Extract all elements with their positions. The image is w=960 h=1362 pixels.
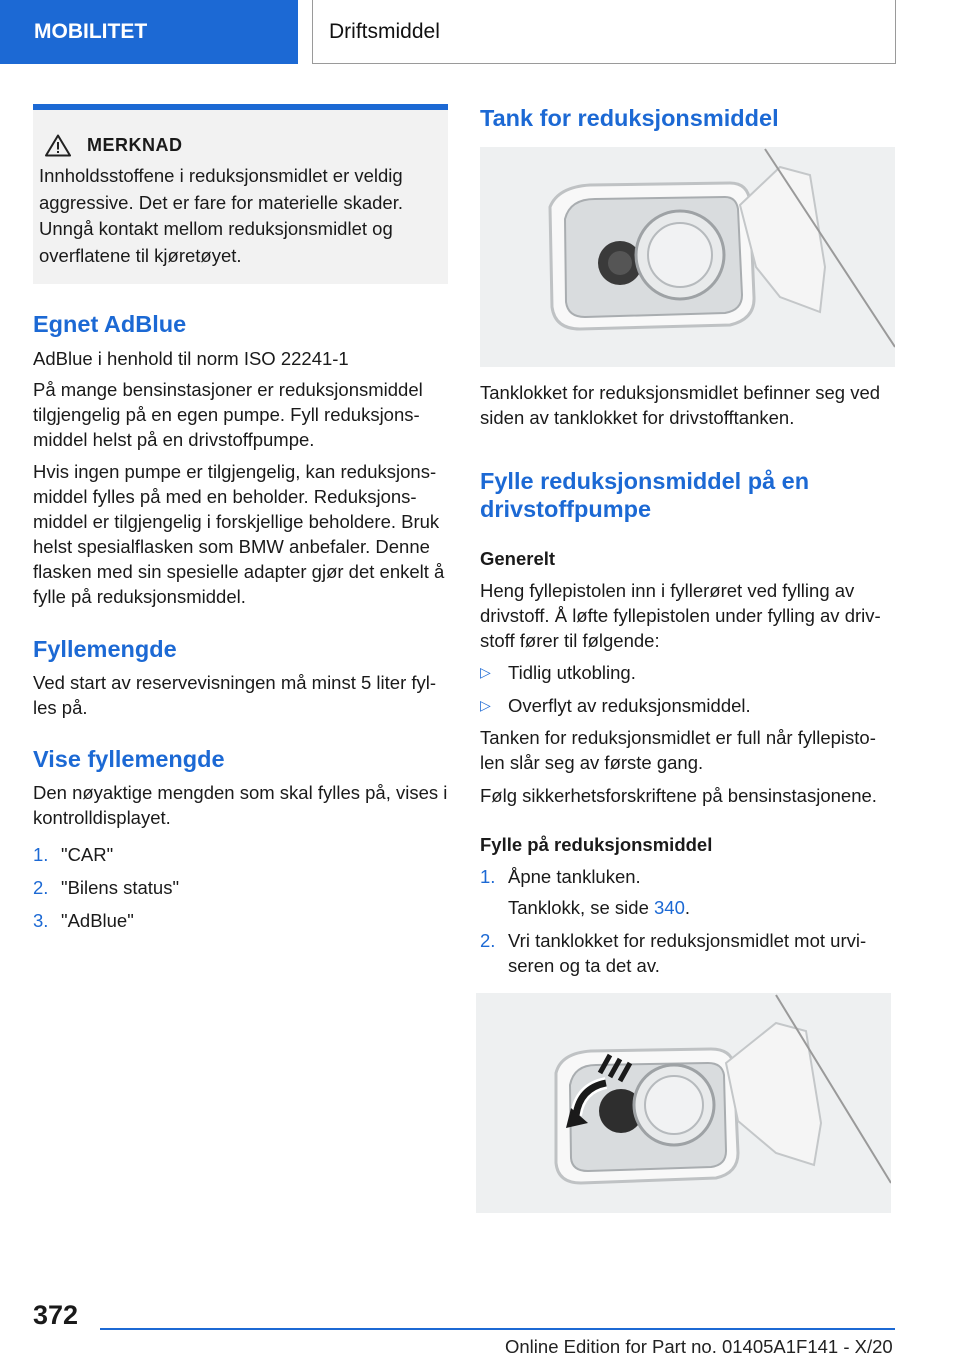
bullet-text: Tidlig utkobling.	[508, 662, 636, 683]
fyllemengde-p1: Ved start av reservevisningen må minst 5 liter fyl-les på.	[33, 672, 437, 718]
egnet-p3: Hvis ingen pumpe er tilgjengelig, kan reduksjons-middel fylles på med en beholder. Reduksjons-middel er tilgjengelig i forskjellige beholdere. Bruk helst spesialflasken som BMW anbefaler. Denne flasken med sin spesielle adapter gjør det enkelt å fylle på reduksjonsmiddel.	[33, 461, 445, 607]
step-number: 1.	[33, 844, 49, 865]
step-number: 2.	[33, 877, 49, 898]
step-number: 1.	[480, 866, 496, 887]
heading-fyllemengde: Fyllemengde	[33, 636, 177, 662]
safety-text: Følg sikkerhetsforskriftene på bensinstasjonene.	[480, 785, 877, 806]
step-text: "AdBlue"	[61, 910, 134, 931]
page-number: 372	[33, 1300, 79, 1330]
generelt-text: Heng fyllepistolen inn i fyllerøret ved fylling av drivstoff. Å løfte fyllepistolen under fylling av driv-stoff fører til følgende:	[480, 580, 881, 651]
step-number: 2.	[480, 930, 496, 951]
step-subtext: Tanklokk, se side	[508, 897, 649, 918]
procedure-steps-list	[480, 864, 895, 978]
list-item	[33, 842, 448, 867]
subheading-generelt: Generelt	[480, 548, 556, 569]
edition-text: Online Edition for Part no. 01405A1F141 - X/20	[505, 1336, 893, 1357]
heading-fylle: Fylle reduksjonsmiddel på en drivstoffpumpe	[480, 468, 810, 522]
egnet-p2: På mange bensinstasjoner er reduksjonsmiddel tilgjengelig på en egen pumpe. Fyll reduksjons-middel helst på en drivstoffpumpe.	[33, 379, 423, 450]
bullet-text: Overflyt av reduksjonsmiddel.	[508, 695, 751, 716]
notice-box	[33, 104, 448, 284]
vise-steps-list	[33, 842, 448, 933]
step-text: Vri tanklokket for reduksjonsmidlet mot urvi-seren og ta det av.	[508, 930, 867, 976]
step-subtext-end: .	[684, 897, 691, 918]
egnet-p1: AdBlue i henhold til norm ISO 22241-1	[33, 348, 349, 369]
tank-cap-illustration	[480, 147, 895, 367]
triangle-bullet-icon: ▷	[480, 697, 491, 713]
notice-title: MERKNAD	[87, 135, 183, 155]
notice-text: Innholdsstoffene i reduksjonsmidlet er veldig aggressive. Det er fare for materielle skader. Unngå kontakt mellom reduksjonsmidlet og overflatene til kjøretøyet.	[39, 165, 403, 266]
subsection-title: Driftsmiddel	[312, 0, 896, 64]
full-text: Tanken for reduksjonsmidlet er full når fyllepisto-len slår seg av første gang.	[480, 727, 876, 773]
step-number: 3.	[33, 910, 49, 931]
heading-tank: Tank for reduksjonsmiddel	[480, 105, 779, 131]
list-item	[480, 928, 895, 978]
list-item	[480, 660, 895, 685]
list-item	[33, 875, 448, 900]
section-tab[interactable]: MOBILITET	[0, 0, 298, 64]
step-text: "Bilens status"	[61, 877, 180, 898]
step-text: "CAR"	[61, 844, 114, 865]
footer-divider	[100, 1328, 895, 1330]
list-item	[33, 908, 448, 933]
tank-cap-rotate-illustration	[476, 993, 891, 1213]
tank-caption: Tanklokket for reduksjonsmidlet befinner seg ved siden av tanklokket for drivstofftanken.	[480, 382, 881, 428]
list-item-sub	[480, 895, 895, 920]
vise-p1: Den nøyaktige mengden som skal fylles på, vises i kontrolldisplayet.	[33, 782, 448, 828]
heading-vise-fyllemengde: Vise fyllemengde	[33, 746, 225, 772]
list-item	[480, 693, 895, 718]
fylle-bullets-list	[480, 660, 895, 718]
warning-icon	[45, 134, 71, 157]
list-item	[480, 864, 895, 889]
subheading-procedure: Fylle på reduksjonsmiddel	[480, 834, 713, 855]
page-link[interactable]: 340	[654, 897, 685, 918]
triangle-bullet-icon: ▷	[480, 664, 491, 680]
step-text: Åpne tankluken.	[508, 866, 641, 887]
heading-egnet-adblue: Egnet AdBlue	[33, 311, 187, 337]
